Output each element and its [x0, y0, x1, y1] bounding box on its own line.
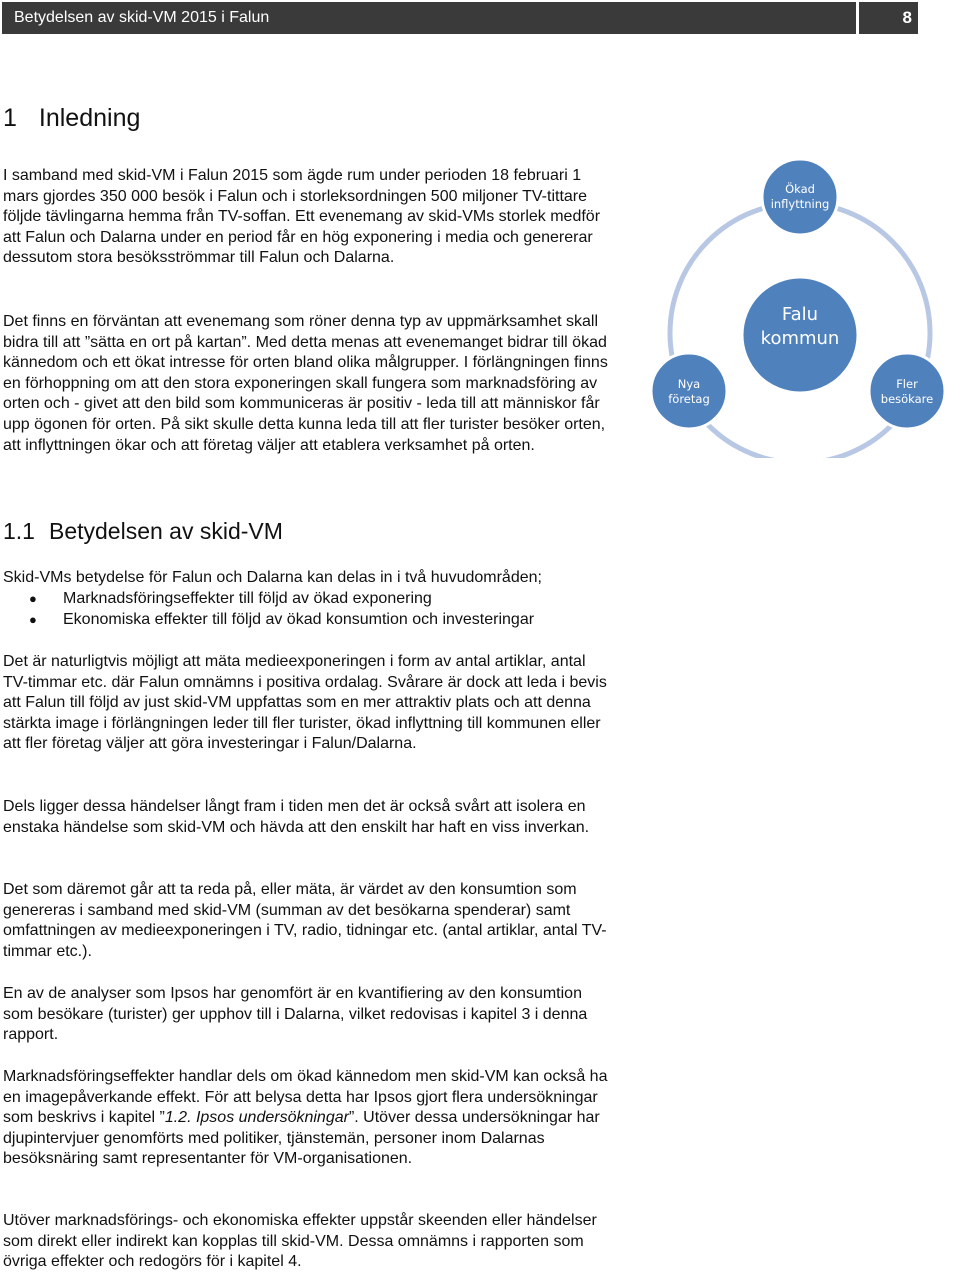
section-intro: Skid-VMs betydelse för Falun och Dalarna kan delas in i två huvudområden; [3, 569, 542, 586]
top-node-label-line2: inflyttning [770, 197, 830, 211]
list-item-text: Ekonomiska effekter till följd av ökad konsumtion och investeringar [63, 610, 535, 628]
body-paragraph-5 [3, 1067, 613, 1170]
list-item-text: Marknadsföringseffekter till följd av ökad exponering [63, 590, 432, 607]
left-node-label-line1: Nya [677, 377, 701, 391]
right-node-label-line1: Fler [896, 377, 918, 391]
header-title: Betydelsen av skid-VM 2015 i Falun [2, 2, 856, 34]
section-number: 1.1 [3, 518, 35, 544]
section-title: Inledning [38, 104, 141, 132]
intro-paragraph-2: Det finns en förväntan att evenemang som röner denna typ av uppmärksamhet skall bidra till att ”sätta en ort på kartan”. Med detta menas att evenemanget bidrar till ökad kännedom och ett ökat intresse för orten bland olika målgrupper. I förlängningen finns en förhoppning om att den stora exponeringen skall fungera som marknadsföring av orten och - givet att den bild som kommuniceras är positiv - leda till att människor får upp ögonen för orten. På sikt skulle detta kunna leda till att fler turister besöker orten, att inflyttningen ökar och att företag väljer att etablera verksamhet på orten. [3, 313, 608, 454]
body-paragraph-1: Det är naturligtvis möjligt att mäta medieexponeringen i form av antal artiklar, antal TV-timmar etc. där Falun omnämns i positiva ordalag. Svårare är dock att leda i bevis att Falun till följd av just skid-VM uppfattas som en mer attraktiv plats och att denna stärkta image i förlängningen leder till fler turister, ökad inflyttning till kommunen eller att fler företag väljer att göra investeringar i Falun/Dalarna. [3, 653, 607, 753]
body-paragraph-6: Utöver marknadsförings- och ekonomiska effekter uppstår skeenden eller händelser som direkt eller indirekt kan kopplas till skid-VM. Dessa omnämns i rapporten som övriga effekter och redogörs för i kapitel 4. [3, 1212, 597, 1271]
section-number: 1 [3, 104, 17, 132]
intro-paragraph-1: I samband med skid-VM i Falun 2015 som ägde rum under perioden 18 februari 1 mars gjordes 350 000 besök i Falun och i storleksordningen 500 miljoner TV-tittare följde tävlingarna hemma från TV-soffan. Ett evenemang av skid-VMs storlek medför att Falun och Dalarna under en period får en hög exponering i media och genererar dessutom stora besöksströmmar till Falun och Dalarna. [3, 167, 601, 267]
body-paragraph-3: Det som däremot går att ta reda på, eller mäta, är värdet av den konsumtion som genereras i samband med skid-VM (summan av det besökarna spenderar) samt omfattningen av medieexponeringen i TV, radio, tidningar etc. (antal artiklar, antal TV-timmar etc.). [3, 881, 607, 960]
left-node [651, 353, 727, 429]
center-node-label-line1: Falu [781, 304, 819, 325]
section-title: Betydelsen av skid-VM [48, 518, 283, 544]
left-node-label-line2: företag [668, 392, 710, 406]
page-number: 8 [859, 2, 918, 34]
right-node [869, 353, 945, 429]
paragraph-text: ”. Utöver dessa undersökningar har djupintervjuer genomförts med politiker, tjänstemän, personer inom Dalarnas besöksnäring samt representanter för VM-organisationen. [3, 1109, 600, 1168]
section-heading-1-1 [3, 518, 283, 545]
body-paragraph-4: En av de analyser som Ipsos har genomfört är en kvantifiering av den konsumtion som besökare (turister) ger upphov till i Dalarna, vilket redovisas i kapitel 3 i denna rapport. [3, 985, 588, 1044]
list-item [3, 610, 534, 631]
page-header [2, 2, 918, 34]
top-node-label-line1: Ökad [785, 182, 815, 196]
paragraph-text: Marknadsföringseffekter handlar dels om ökad kännedom men skid-VM kan också ha en imagepåverkande effekt. För att belysa detta har Ipsos gjort flera undersökningar som beskrivs i kapitel ” [3, 1068, 608, 1127]
list-item [3, 589, 534, 610]
section-heading-1 [3, 104, 140, 133]
bullet-list [3, 589, 534, 630]
body-paragraph-2: Dels ligger dessa händelser långt fram i tiden men det är också svårt att isolera en enstaka händelse som skid-VM och hävda att den enskilt har haft en viss inverkan. [3, 798, 590, 836]
cycle-diagram-svg [650, 158, 960, 458]
center-node-label-line2: kommun [760, 328, 840, 349]
bullet-icon: ● [29, 611, 37, 627]
chapter-reference: 1.2. Ipsos undersökningar [164, 1109, 349, 1127]
right-node-label-line2: besökare [880, 392, 934, 406]
bullet-icon: ● [29, 591, 37, 606]
cycle-diagram [650, 158, 960, 458]
